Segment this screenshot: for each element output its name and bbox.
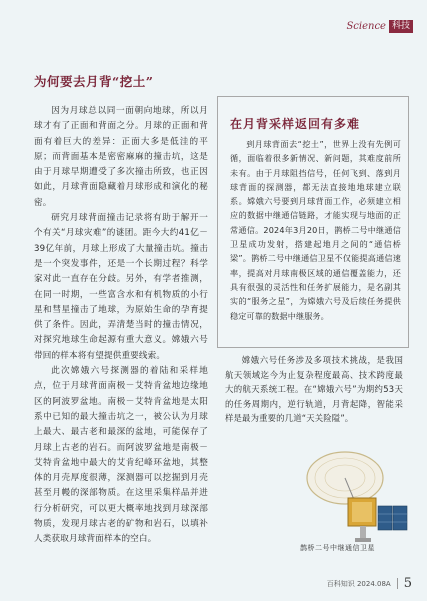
section-label-en: Science — [346, 21, 386, 32]
figure-caption: 鹊桥二号中继通信卫星 — [300, 544, 375, 552]
left-paragraph-2: 研究月球背面撞击记录将有助于解开一个有关“月球灾难”的谜团。距今大约41亿－39亿年前，月球上形成了大量撞击坑。撞击是一个突发事件，还是一个长期过程？科学家对此一直存在分歧。另外，有学者推测，在同一时期，一些富含水和有机物质的小行星和彗星撞击了地球，为原始生命的孕育提供了条件。因此，弄清楚当时的撞击情况，对探究地球生命起源有重大意义。嫦娥六号带回的样本将有望提供重要线索。 — [34, 213, 208, 361]
right-paragraph: 嫦娥六号任务涉及多项技术挑战，是我国航天领域迄今为止复杂程度最高、技术跨度最大的航天系统工程。在“嫦娥六号”为期约53天的任务周期内，逆行轨道，月背起降，智能采样是最为重要的几道“天关险隘”。 — [225, 355, 403, 424]
magazine-issue: 百科知识 2024.08A — [326, 579, 391, 588]
footer-divider — [397, 578, 398, 589]
left-column — [34, 72, 208, 548]
section-header — [346, 20, 413, 33]
solar-panel — [378, 506, 407, 530]
page-footer — [327, 576, 412, 591]
right-column — [225, 353, 403, 426]
left-paragraph-1: 因为月球总以同一面朝向地球，所以月球才有了正面和背面之分。月球的正面和背面有着巨大的差异：正面大多是低洼的平原；而背面基本是密密麻麻的撞击坑，这是由于月球早期遭受了多次撞击所致，也正因如此，月球背面隐藏着月球形成和演化的秘密。 — [34, 106, 208, 208]
sidebar-paragraph: 到月球背面去“挖土”，世界上没有先例可循，面临着很多新情况、新问题，其难度前所未有。由于月球阻挡信号，任何飞到、落到月球背面的探测器，都无法直接地地球建立联系。嫦娥六号要到月球背面工作，必须建立相应的数据中继通信链路，才能实现与地面的正常通信。2024年3月20日，鹊桥二号中继通信卫星成功发射，搭建起地月之间的“通信桥梁”。鹊桥二号中继通信卫星不仅能提高通信速率，提高对月球南极区域的通信覆盖能力，还具有很强的灵活性和任务扩展能力，是名副其实的“服务之星”，为嫦娥六号及后续任务提供稳定可靠的数据中继服务。 — [230, 139, 401, 321]
relay-satellite-illustration — [300, 440, 415, 560]
page-number: 5 — [403, 576, 412, 591]
sidebar-title: 在月背采样返回有多难 — [230, 117, 361, 131]
left-paragraph-3: 此次嫦娥六号探测器的着陆和采样地点，位于月球背面南极－艾特肯盆地边缘地区的阿波罗盆地。南极－艾特肯盆地是太阳系中已知的最大撞击坑之一，被公认为月球上最大、最古老和最深的盆地，可能保存了月球上古老的岩石。而阿波罗盆地是南极－艾特肯盆地中最大的艾肯纪峰环盆地，其整体的月壳厚度很薄，深测器可以挖掘到月壳甚至月幔的深部物质。在这里采集样品并进行分析研究，可以更大概率地找到月球深部物质，发现月球古老的矿物和岩石，以填补人类获取月球背面样本的空白。 — [34, 366, 208, 545]
section-label-zh: 科技 — [389, 20, 413, 33]
sidebar-box — [217, 96, 409, 348]
left-title: 为何要去月背“挖土” — [34, 74, 154, 89]
